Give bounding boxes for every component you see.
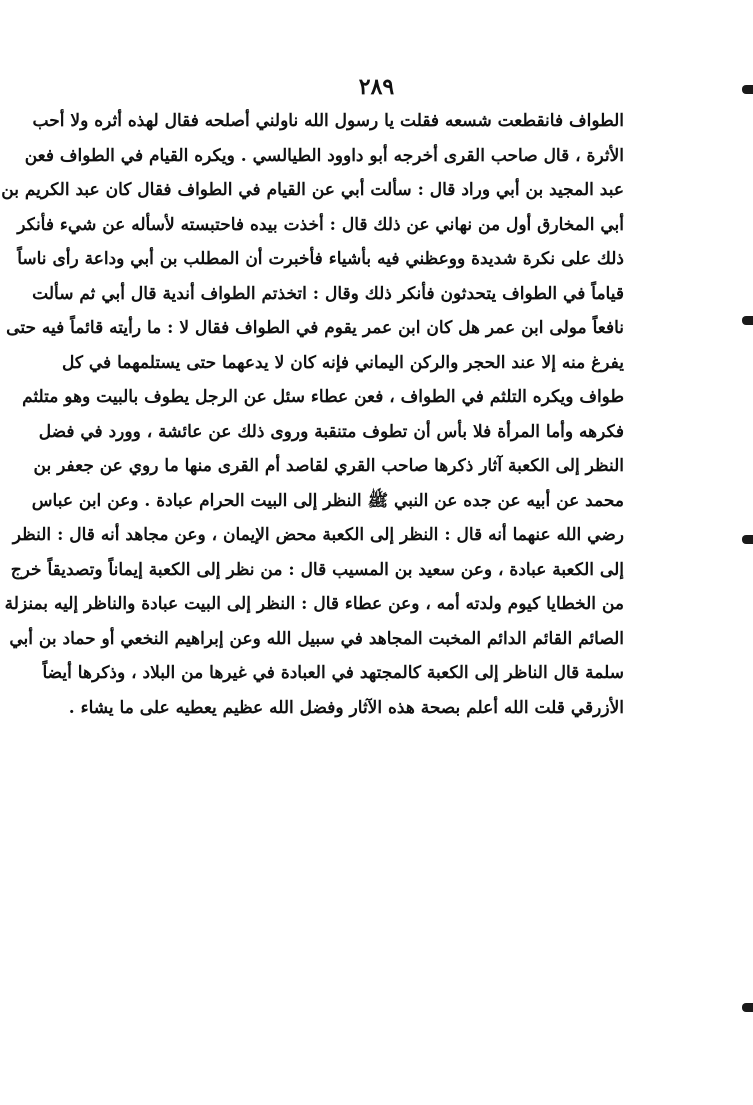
text-line: إلى الكعبة عبادة ، وعن سعيد بن المسيب قال : من نظر إلى الكعبة إيماناً وتصديقاً خرج xyxy=(10,559,624,580)
text-line: رضي الله عنهما أنه قال : النظر إلى الكعبة محض الإيمان ، وعن مجاهد أنه قال : النظر xyxy=(12,525,624,545)
text-line: نافعاً مولى ابن عمر هل كان ابن عمر يقوم في الطواف فقال لا : ما رأيته قائماً فيه حتى xyxy=(6,318,624,338)
text-line: من الخطايا كيوم ولدته أمه ، وعن عطاء قال : النظر إلى البيت عبادة والناظر إليه بمنزلة xyxy=(4,594,624,614)
text-line: الأزرقي قلت الله أعلم بصحة هذه الآثار وفضل الله عظيم يعطيه على ما يشاء . xyxy=(68,697,624,718)
text-line: يفرغ منه إلا عند الحجر والركن اليماني فإنه كان لا يدعهما حتى يستلمهما في كل xyxy=(61,352,624,373)
binding-mark xyxy=(742,85,753,94)
text-line: قياماً في الطواف يتحدثون فأنكر ذلك وقال : اتخذتم الطواف أندية قال أبي ثم سألت xyxy=(32,283,624,304)
body-text xyxy=(1,104,624,725)
text-line: الصائم القائم الدائم المخبت المجاهد في سبيل الله وعن إبراهيم النخعي أو حماد بن أبي xyxy=(9,628,624,649)
text-line: الأثرة ، قال صاحب القرى أخرجه أبو داوود الطيالسي . ويكره القيام في الطواف فعن xyxy=(24,145,624,166)
page-number: ٢٨٩ xyxy=(358,74,395,100)
binding-mark xyxy=(742,1003,753,1012)
text-line: فكرهه وأما المرأة فلا بأس أن تطوف متنقبة وروى ذلك عن عائشة ، وورد في فضل xyxy=(38,421,624,442)
binding-mark xyxy=(742,535,753,544)
text-line: أبي المخارق أول من نهاني عن ذلك قال : أخذت بيده فاحتبسته لأسأله عن شيء فأنكر xyxy=(17,214,624,235)
text-line: عبد المجيد بن أبي وراد قال : سألت أبي عن القيام في الطواف فقال كان عبد الكريم بن xyxy=(1,180,624,200)
text-line: ذلك على نكرة شديدة ووعظني فيه بأشياء فأخبرت أن المطلب بن أبي وداعة رأى ناساً xyxy=(17,249,624,269)
text-line: طواف ويكره التلثم في الطواف ، فعن عطاء سئل عن الرجل يطوف بالبيت وهو متلثم xyxy=(22,387,624,407)
text-line: النظر إلى الكعبة آثار ذكرها صاحب القري لقاصد أم القرى منها ما روي عن جعفر بن xyxy=(33,456,624,476)
text-line: محمد عن أبيه عن جده عن النبي ﷺ النظر إلى البيت الحرام عبادة . وعن ابن عباس xyxy=(31,490,624,511)
text-line: سلمة قال الناظر إلى الكعبة كالمجتهد في العبادة في غيرها من البلاد ، وذكرها أيضاً xyxy=(42,663,624,683)
text-line: الطواف فانقطعت شسعه فقلت يا رسول الله ناولني أصلحه فقال لهذه أثره ولا أحب xyxy=(32,111,624,131)
binding-mark xyxy=(742,316,753,325)
